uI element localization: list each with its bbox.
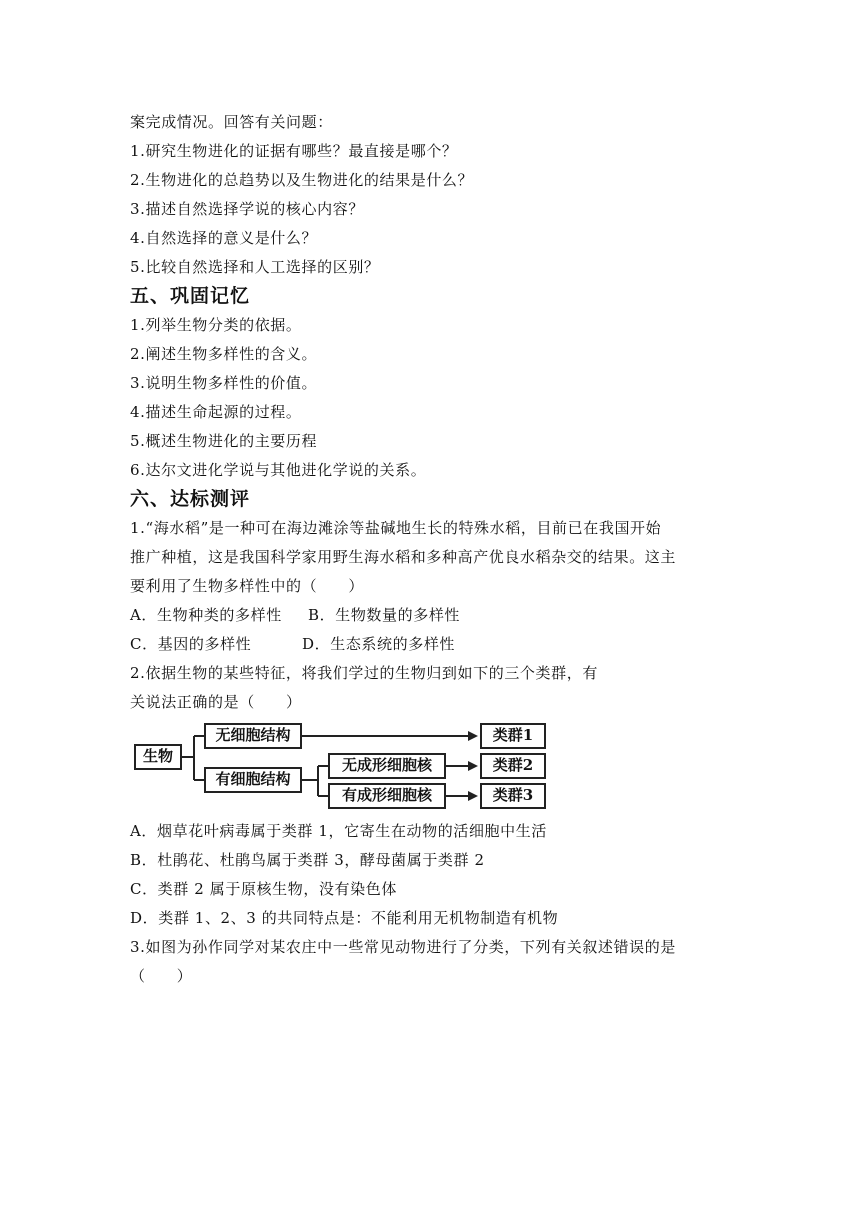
review-item: 2.阐述生物多样性的含义。 [130,345,318,363]
diagram-branch-box [204,767,302,793]
question-text: 2.依据生物的某些特征，将我们学过的生物归到如下的三个类群，有 [130,664,598,682]
option-b: B．生物数量的多样性 [308,606,461,624]
option-c: C．基因的多样性 [130,635,252,653]
option-line: B．杜鹃花、杜鹃鸟属于类群 3，酵母菌属于类群 2 [130,851,485,869]
review-item: 4.描述生命起源的过程。 [130,403,302,421]
option-line: D．类群 1、2、3 的共同特点是：不能利用无机物制造有机物 [130,909,559,927]
review-item: 3.说明生物多样性的价值。 [130,374,318,392]
question-line: 4.自然选择的意义是什么？ [130,229,318,247]
diagram-sub-label: 无成形细胞核 [341,756,432,774]
diagram-group-box [480,723,546,749]
review-item: 1.列举生物分类的依据。 [130,316,302,334]
question-text: 关说法正确的是（ ） [130,693,302,711]
option-d: D．生态系统的多样性 [302,635,456,653]
classification-diagram [132,720,552,815]
diagram-group-box [480,783,546,809]
review-item: 5.概述生物进化的主要历程 [130,432,318,450]
diagram-group-box [480,753,546,779]
question-line: 5.比较自然选择和人工选择的区别？ [130,258,380,276]
question-text: 1.“海水稻”是一种可在海边滩涂等盐碱地生长的特殊水稻，目前已在我国开始 [130,519,662,537]
question-text: 3.如图为孙作同学对某农庄中一些常见动物进行了分类，下列有关叙述错误的是 [130,938,676,956]
option-line: C．类群 2 属于原核生物，没有染色体 [130,880,397,898]
diagram-root-box [134,744,182,770]
intro-line: 案完成情况。回答有关问题： [130,113,333,131]
diagram-sub-label: 有成形细胞核 [341,786,432,804]
diagram-branch-box [204,723,302,749]
diagram-branch-label: 无细胞结构 [215,726,291,744]
question-line: 3.描述自然选择学说的核心内容？ [130,200,364,218]
question-text: 要利用了生物多样性中的（ ） [130,577,365,595]
section-heading: 五、巩固记忆 [130,285,251,307]
diagram-branch-label: 有细胞结构 [215,770,291,788]
option-row [130,605,460,625]
option-line: A．烟草花叶病毒属于类群 1，它寄生在动物的活细胞中生活 [130,822,547,840]
diagram-group-label: 类群1 [492,726,534,744]
diagram-group-label: 类群2 [492,756,534,774]
option-row [130,634,455,654]
section-heading: 六、达标测评 [130,488,251,510]
diagram-sub-box [328,753,446,779]
diagram-group-label: 类群3 [492,786,534,804]
diagram-sub-box [328,783,446,809]
question-line: 1.研究生物进化的证据有哪些？最直接是哪个？ [130,142,458,160]
review-item: 6.达尔文进化学说与其他进化学说的关系。 [130,461,427,479]
question-text: 推广种植，这是我国科学家用野生海水稻和多种高产优良水稻杂交的结果。这主 [130,548,677,566]
diagram-root-label: 生物 [142,747,173,765]
question-line: 2.生物进化的总趋势以及生物进化的结果是什么？ [130,171,474,189]
question-text: （ ） [130,967,193,985]
option-a: A．生物种类的多样性 [130,606,282,624]
